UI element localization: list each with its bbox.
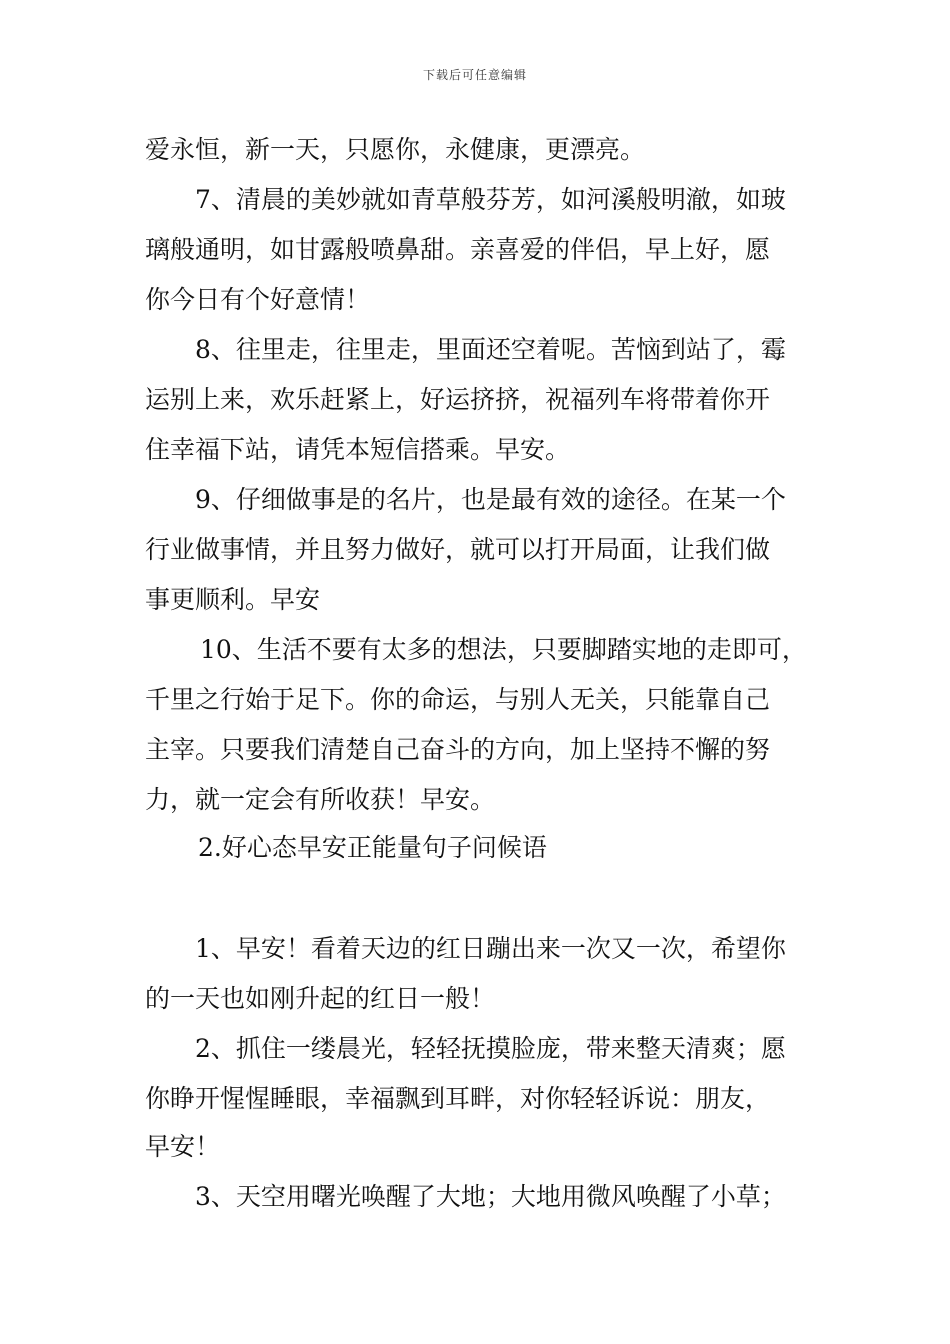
- paragraph-1-line: 1、早安！看着天边的红日蹦出来一次又一次，希望你: [195, 934, 786, 963]
- text-line: 住幸福下站，请凭本短信搭乘。早安。: [145, 435, 571, 464]
- text-line: 爱永恒，新一天，只愿你，永健康，更漂亮。: [145, 135, 646, 164]
- text-line: 早安！: [145, 1132, 221, 1161]
- page-header: 下载后可任意编辑: [422, 68, 527, 82]
- text-line: 力，就一定会有所收获！早安。: [145, 785, 496, 814]
- paragraph-10-line: 10、生活不要有太多的想法，只要脚踏实地的走即可，: [200, 635, 807, 664]
- paragraph-7-line: 7、清晨的美妙就如青草般芬芳，如河溪般明澈，如玻: [195, 185, 786, 214]
- text-line: 事更顺利。早安: [145, 585, 321, 614]
- text-line: 璃般通明，如甘露般喷鼻甜。亲喜爱的伴侣，早上好，愿: [145, 235, 771, 264]
- paragraph-8-line: 8、往里走，往里走，里面还空着呢。苦恼到站了，霉: [195, 335, 786, 364]
- text-line: 的一天也如刚升起的红日一般！: [145, 984, 496, 1013]
- paragraph-9-line: 9、仔细做事是的名片，也是最有效的途径。在某一个: [195, 485, 786, 514]
- text-line: 主宰。只要我们清楚自己奋斗的方向，加上坚持不懈的努: [145, 735, 771, 764]
- section-heading: 2.好心态早安正能量句子问候语: [198, 833, 547, 862]
- text-line: 行业做事情，并且努力做好，就可以打开局面，让我们做: [145, 535, 771, 564]
- paragraph-2-line: 2、抓住一缕晨光，轻轻抚摸脸庞，带来整天清爽；愿: [195, 1034, 786, 1063]
- text-line: 运别上来，欢乐赶紧上，好运挤挤，祝福列车将带着你开: [145, 385, 771, 414]
- paragraph-3-line: 3、天空用曙光唤醒了大地；大地用微风唤醒了小草；: [195, 1182, 786, 1211]
- text-line: 你今日有个好意情！: [145, 285, 371, 314]
- text-line: 你睁开惺惺睡眼，幸福飘到耳畔，对你轻轻诉说：朋友，: [145, 1084, 771, 1113]
- text-line: 千里之行始于足下。你的命运，与别人无关，只能靠自己: [145, 685, 771, 714]
